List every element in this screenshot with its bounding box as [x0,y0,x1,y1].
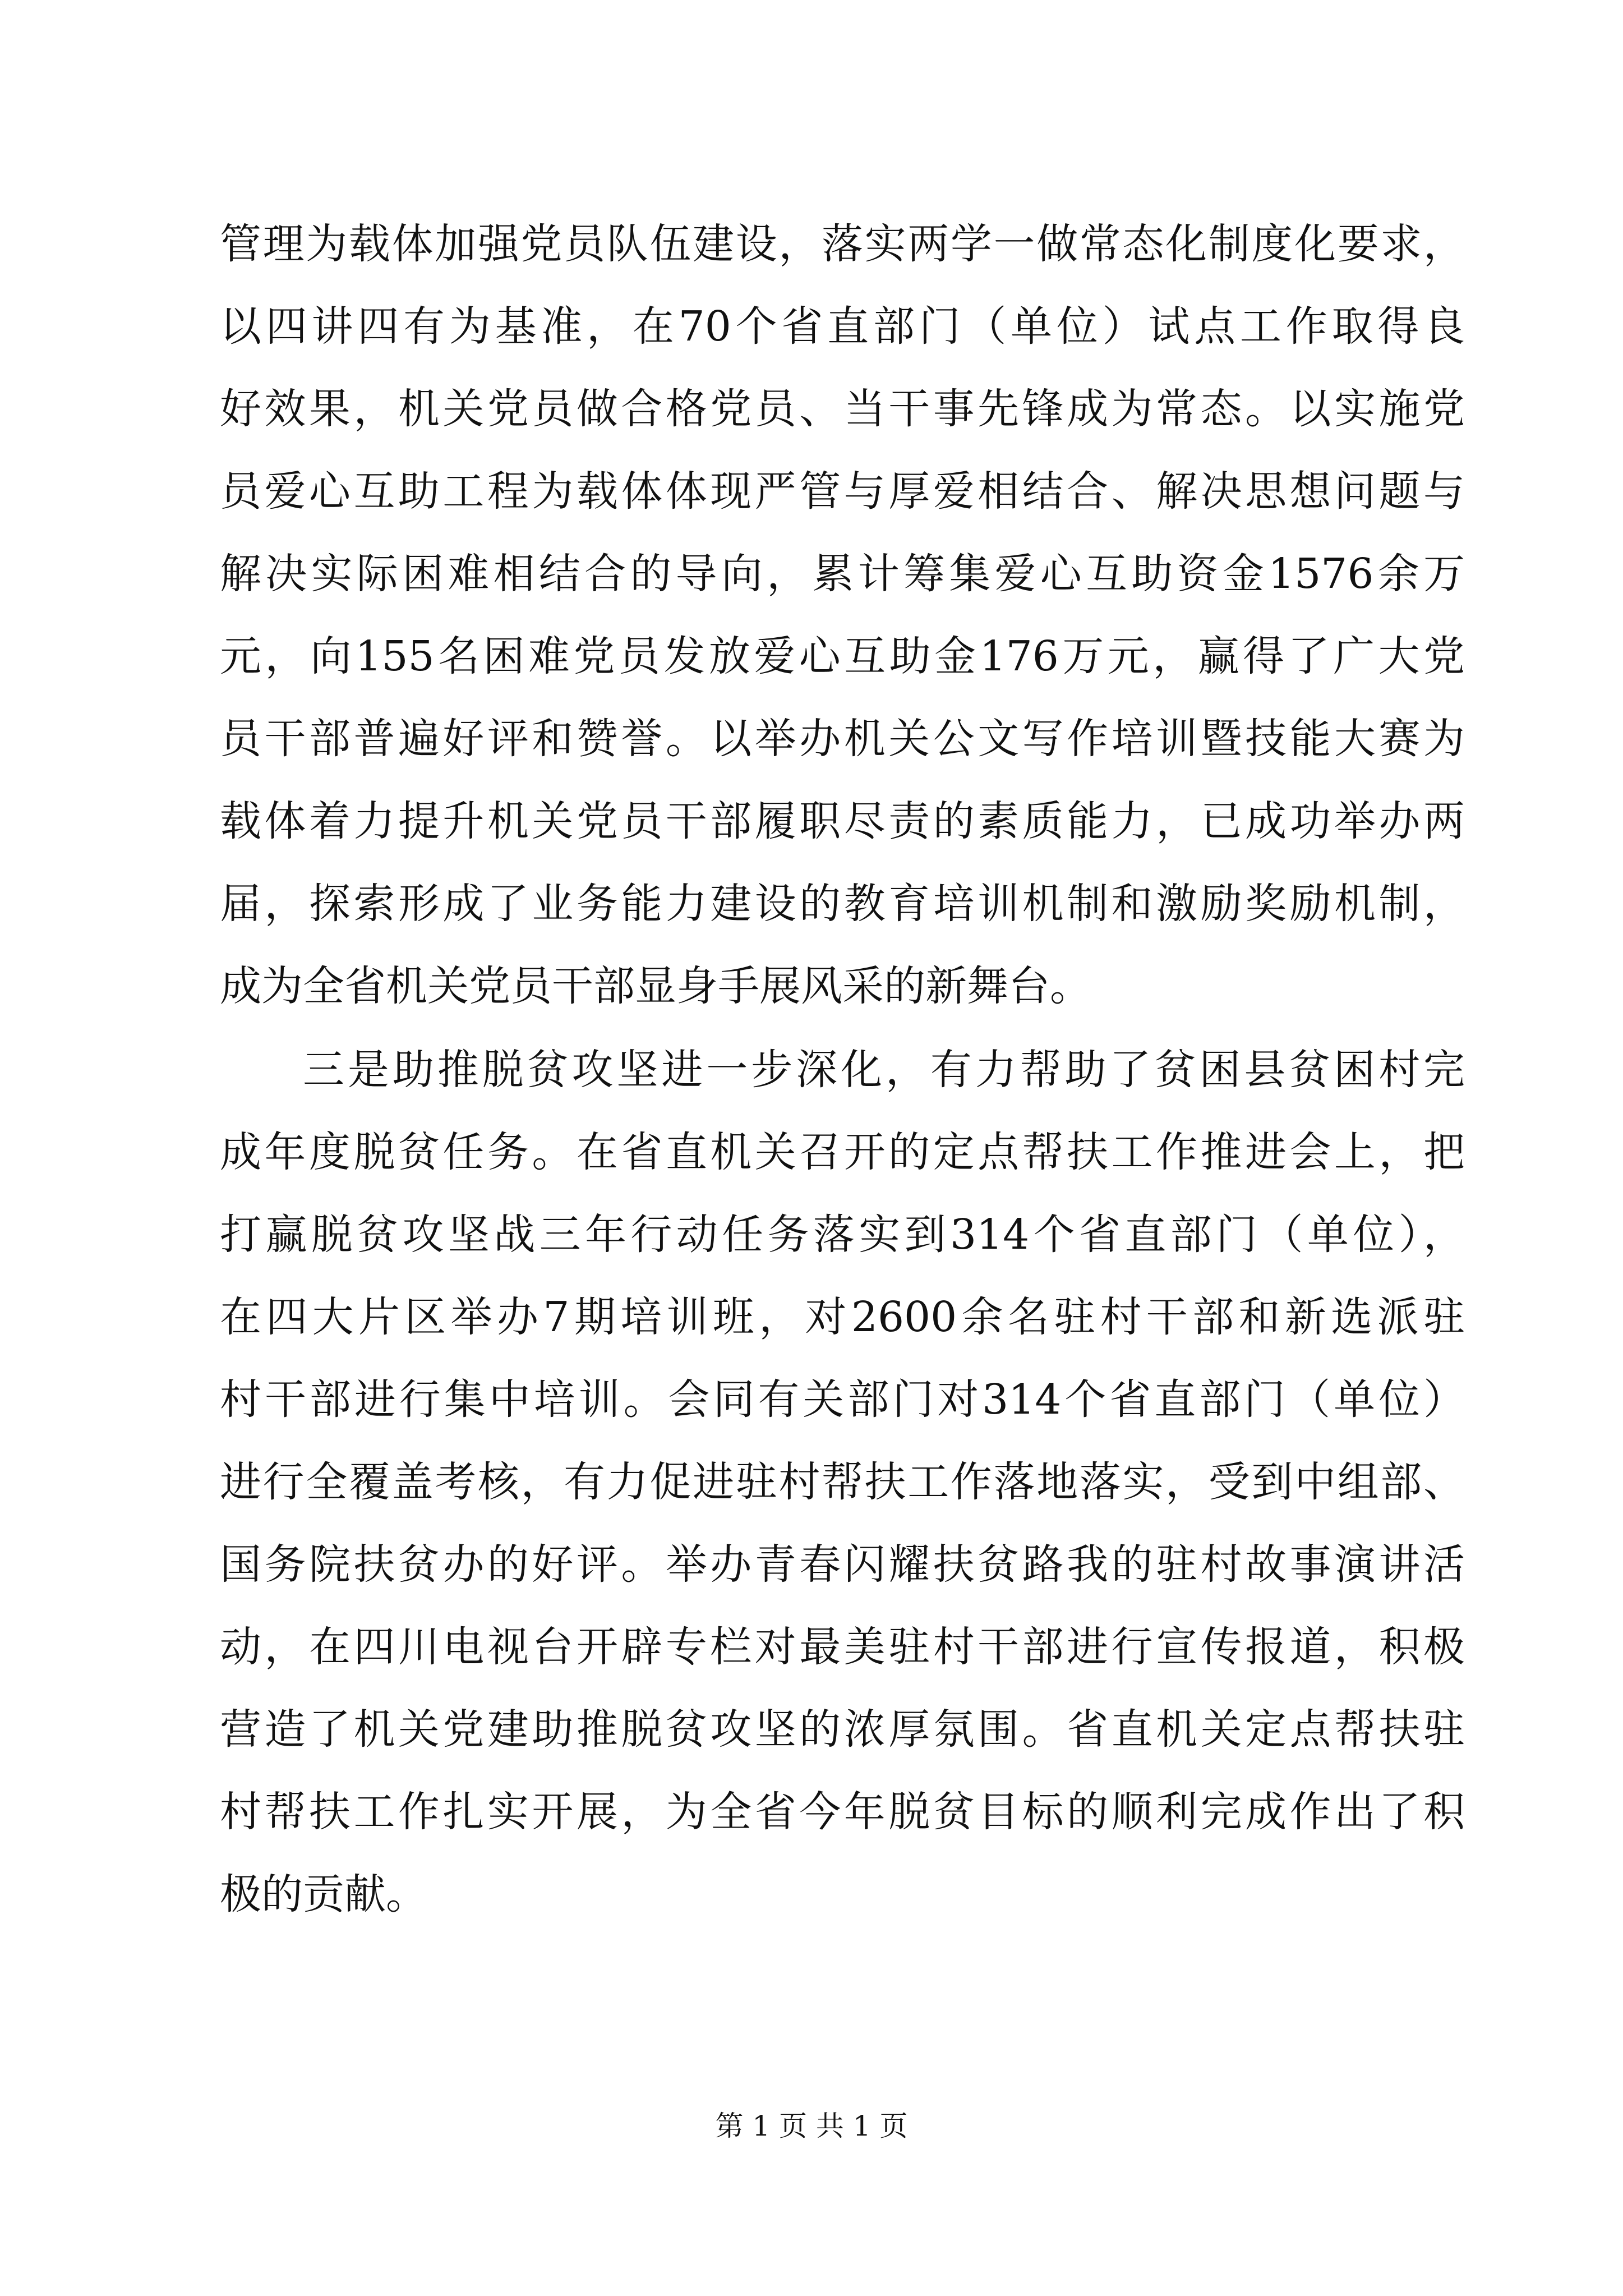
paragraph-line: 员干部普遍好评和赞誉。以举办机关公文写作培训暨技能大赛为 [220,715,1465,763]
page-number-footer: 第 1 页 共 1 页 [715,2110,908,2142]
paragraph-line: 员爱心互助工程为载体体现严管与厚爱相结合、解决思想问题与 [220,467,1465,516]
paragraph-line: 成年度脱贫任务。在省直机关召开的定点帮扶工作推进会上，把 [220,1128,1465,1176]
paragraph-line: 国务院扶贫办的好评。举办青春闪耀扶贫路我的驻村故事演讲活 [220,1540,1465,1589]
paragraph-line: 三是助推脱贫攻坚进一步深化，有力帮助了贫困县贫困村完 [303,1046,1465,1094]
paragraph-line: 村帮扶工作扎实开展，为全省今年脱贫目标的顺利完成作出了积 [220,1788,1465,1836]
paragraph-line: 打赢脱贫攻坚战三年行动任务落实到314个省直部门（单位）， [220,1211,1465,1259]
paragraph-line: 元，向155名困难党员发放爱心互助金176万元，赢得了广大党 [220,632,1465,680]
paragraph-line: 届，探索形成了业务能力建设的教育培训机制和激励奖励机制， [220,880,1465,928]
paragraph-line: 动，在四川电视台开辟专栏对最美驻村干部进行宣传报道，积极 [220,1623,1465,1671]
paragraph-line: 极的贡献。 [220,1870,427,1918]
paragraph-line: 解决实际困难相结合的导向，累计筹集爱心互助资金1576余万 [220,550,1465,598]
paragraph-line: 在四大片区举办7期培训班，对2600余名驻村干部和新选派驻 [220,1293,1465,1341]
paragraph-line: 管理为载体加强党员队伍建设，落实两学一做常态化制度化要求， [220,220,1465,268]
paragraph-line: 载体着力提升机关党员干部履职尽责的素质能力，已成功举办两 [220,797,1465,845]
paragraph-line: 好效果，机关党员做合格党员、当干事先锋成为常态。以实施党 [220,385,1465,433]
paragraph-line: 以四讲四有为基准，在70个省直部门（单位）试点工作取得良 [220,302,1465,351]
paragraph-line: 村干部进行集中培训。会同有关部门对314个省直部门（单位） [220,1375,1465,1424]
paragraph-line: 营造了机关党建助推脱贫攻坚的浓厚氛围。省直机关定点帮扶驻 [220,1705,1465,1754]
paragraph-line: 成为全省机关党员干部显身手展风采的新舞台。 [220,962,1091,1010]
paragraph-line: 进行全覆盖考核，有力促进驻村帮扶工作落地落实，受到中组部、 [220,1458,1465,1506]
